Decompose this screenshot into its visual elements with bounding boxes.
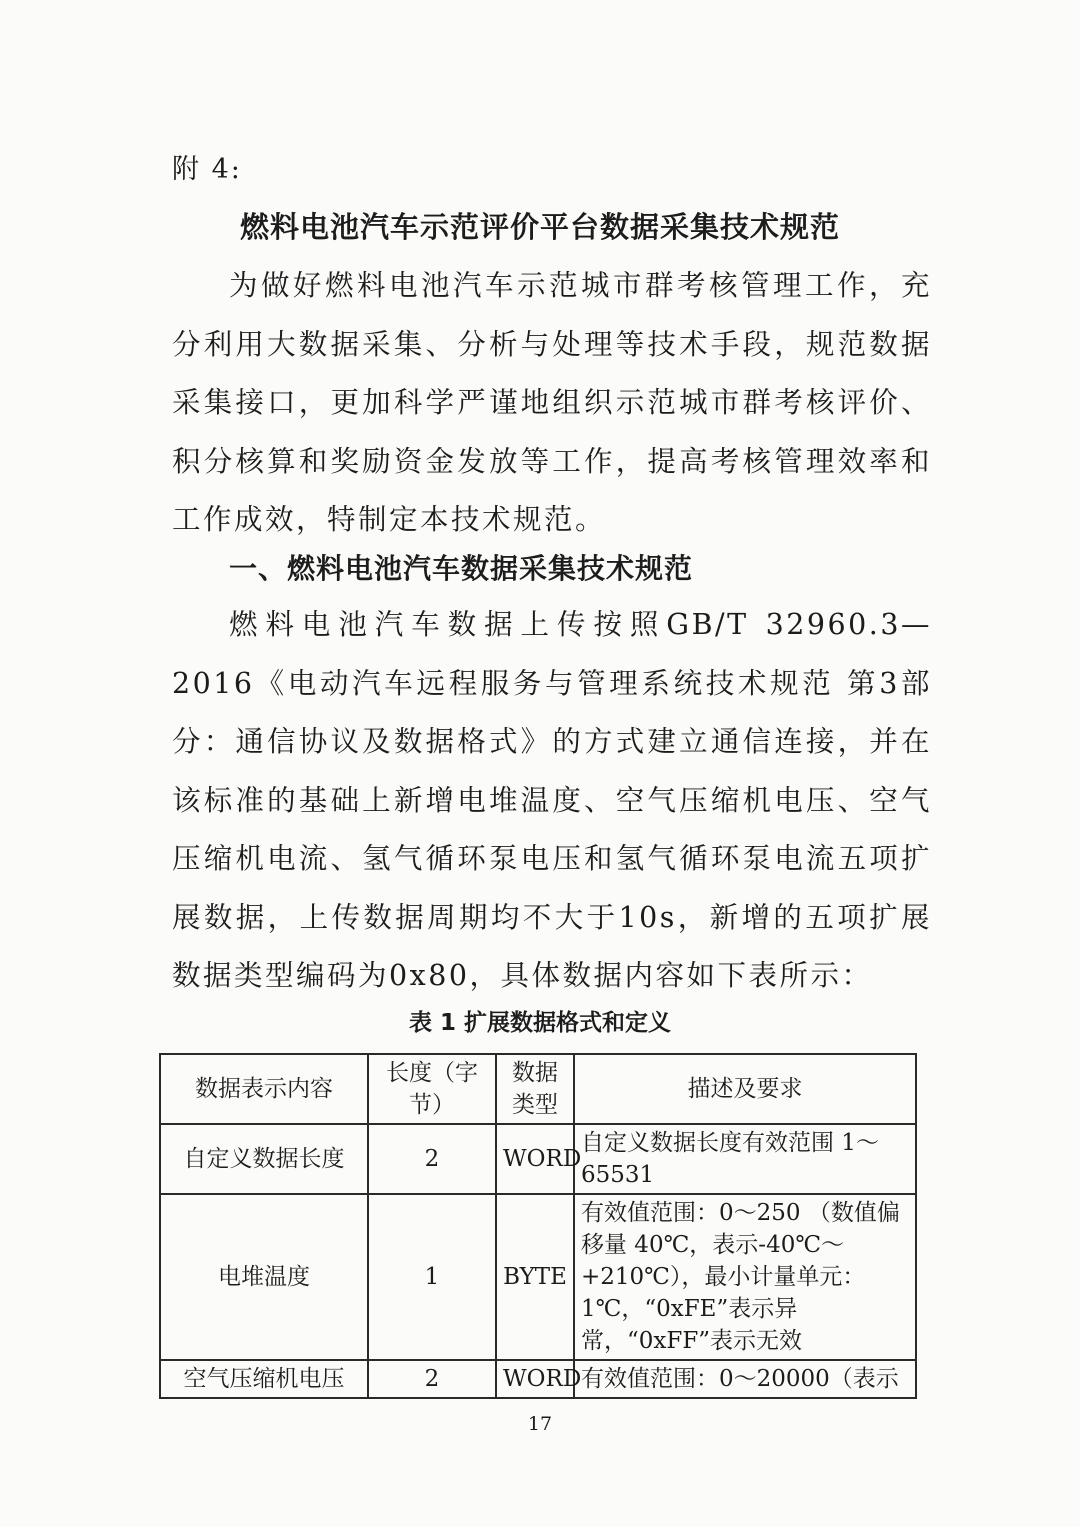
document-title: 燃料电池汽车示范评价平台数据采集技术规范 (239, 210, 840, 244)
intro-paragraph: 为做好燃料电池汽车示范城市群考核管理工作，充分利用大数据采集、分析与处理等技术手段，规范数据采集接口，更加科学严谨地组织示范城市群考核评价、积分核算和奖励资金发放等工作，提高考核管理效率和工作成效，特制定本技术规范。 (172, 269, 932, 536)
cell-description: 有效值范围：0～20000（表示 (574, 1360, 916, 1398)
header-content: 数据表示内容 (160, 1054, 368, 1124)
page-number: 17 (527, 1413, 553, 1435)
cell-length: 2 (368, 1124, 496, 1194)
header-description: 描述及要求 (574, 1054, 916, 1124)
cell-type: WORD (496, 1124, 574, 1194)
table-row (160, 1360, 916, 1398)
cell-content: 自定义数据长度 (160, 1124, 368, 1194)
cell-type: WORD (496, 1360, 574, 1398)
section-heading: 一、燃料电池汽车数据采集技术规范 (229, 552, 694, 585)
header-length: 长度（字节） (368, 1054, 496, 1124)
cell-content: 空气压缩机电压 (160, 1360, 368, 1398)
extension-data-table (159, 1053, 917, 1399)
section-paragraph: 燃料电池汽车数据上传按照GB/T 32960.3—2016《电动汽车远程服务与管理系统技术规范 第3部分：通信协议及数据格式》的方式建立通信连接，并在该标准的基础上新增电堆温度、空气压缩机电压、空气压缩机电流、氢气循环泵电压和氢气循环泵电流五项扩展数据，上传数据周期均不大于10s，新增的五项扩展数据类型编码为0x80，具体数据内容如下表所示： (172, 608, 932, 992)
cell-content: 电堆温度 (160, 1194, 368, 1360)
cell-type: BYTE (496, 1194, 574, 1360)
table-header-row (160, 1054, 916, 1124)
table-row (160, 1124, 916, 1194)
cell-description: 自定义数据长度有效范围 1～65531 (574, 1124, 916, 1194)
cell-length: 2 (368, 1360, 496, 1398)
table-caption: 表 1 扩展数据格式和定义 (408, 1010, 672, 1036)
cell-length: 1 (368, 1194, 496, 1360)
appendix-label: 附 4: (172, 154, 242, 185)
table-row (160, 1194, 916, 1360)
cell-description: 有效值范围：0～250 （数值偏移量 40℃，表示-40℃～+210℃），最小计量单元：1℃，“0xFE”表示异常，“0xFF”表示无效 (574, 1194, 916, 1360)
header-type: 数据类型 (496, 1054, 574, 1124)
